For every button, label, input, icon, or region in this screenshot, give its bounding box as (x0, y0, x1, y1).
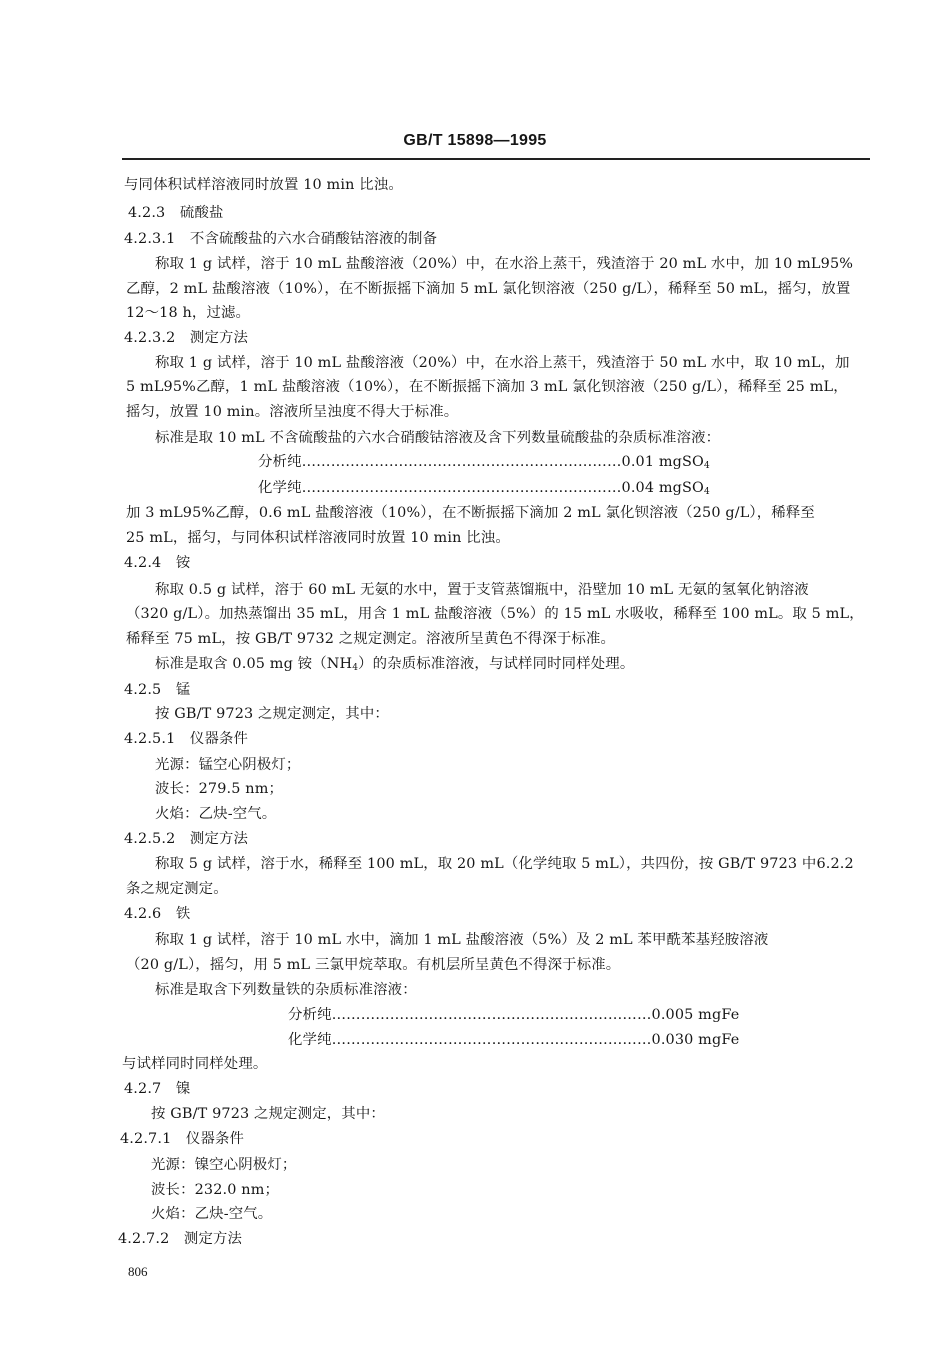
text-line: 标准是取含下列数量铁的杂质标准溶液： (155, 982, 417, 998)
section-heading: 4.2.3.2 测定方法 (124, 330, 249, 346)
text-line: 25 mL，摇匀，与同体积试样溶液同时放置 10 min 比浊。 (126, 530, 510, 546)
text-line: 标准是取 10 mL 不含硫酸盐的六水合硝酸钴溶液及含下列数量硫酸盐的杂质标准溶液： (155, 430, 721, 446)
standard-entry: 化学纯…………………………………………………………0.030 mgFe (288, 1032, 740, 1048)
text-line: 称取 1 g 试样，溶于 10 mL 盐酸溶液（20%）中，在水浴上蒸干，残渣溶于 50 mL 水中，取 10 mL，加 (155, 355, 850, 371)
page-header: GB/T 15898—1995 (403, 132, 547, 149)
text-line: 称取 1 g 试样，溶于 10 mL 水中，滴加 1 mL 盐酸溶液（5%）及 2 mL 苯甲酰苯基羟胺溶液 (155, 932, 769, 948)
text-line: 12～18 h，过滤。 (126, 305, 251, 321)
header-rule (122, 158, 870, 160)
text-line: 光源：镍空心阴极灯； (151, 1157, 297, 1173)
text-line: 按 GB/T 9723 之规定测定，其中： (151, 1106, 385, 1122)
text-line: 波长：279.5 nm； (155, 781, 284, 797)
page-number: 806 (128, 1264, 148, 1279)
section-heading: 4.2.5.1 仪器条件 (124, 731, 249, 747)
text-line: 称取 1 g 试样，溶于 10 mL 盐酸溶液（20%）中，在水浴上蒸干，残渣溶于 20 mL 水中，加 10 mL95% (155, 256, 854, 272)
text-line: 称取 5 g 试样，溶于水，稀释至 100 mL，取 20 mL（化学纯取 5 mL），共四份，按 GB/T 9723 中6.2.2 (155, 856, 854, 872)
section-heading: 4.2.7.2 测定方法 (118, 1231, 243, 1247)
text-line: 标准是取含 0.05 mg 铵$(NH_4)$的杂质标准溶液，与试样同时同样处理。 (155, 656, 635, 673)
section-heading: 4.2.7.1 仪器条件 (120, 1131, 245, 1147)
standard-entry: 分析纯…………………………………………………………0.01 mgSO$_4$ (258, 454, 710, 471)
text-line: 摇匀，放置 10 min。溶液所呈浊度不得大于标准。 (126, 404, 459, 420)
standard-entry: 分析纯…………………………………………………………0.005 mgFe (288, 1007, 740, 1023)
section-heading: 4.2.6 铁 (124, 906, 191, 922)
section-heading: 4.2.3.1 不含硫酸盐的六水合硝酸钴溶液的制备 (124, 231, 438, 247)
text-line: 称取 0.5 g 试样，溶于 60 mL 无氨的水中，置于支管蒸馏瓶中，沿壁加 10 mL 无氨的氢氧化钠溶液 (155, 582, 809, 598)
text-line: 火焰：乙炔-空气。 (151, 1206, 273, 1222)
text-line: 火焰：乙炔-空气。 (155, 806, 277, 822)
section-heading: 4.2.5.2 测定方法 (124, 831, 249, 847)
text-line: 按 GB/T 9723 之规定测定，其中： (155, 706, 389, 722)
text-line: 乙醇，2 mL 盐酸溶液（10%），在不断振摇下滴加 5 mL 氯化钡溶液（250 g/L），稀释至 50 mL，摇匀，放置 (126, 281, 851, 297)
text-line: 稀释至 75 mL，按 GB/T 9732 之规定测定。溶液所呈黄色不得深于标准。 (126, 631, 616, 647)
section-heading: 4.2.5 锰 (124, 682, 191, 698)
text-line: 5 mL95%乙醇，1 mL 盐酸溶液（10%），在不断振摇下滴加 3 mL 氯化钡溶液（250 g/L），稀释至 25 mL， (126, 379, 848, 395)
section-heading: 4.2.4 铵 (124, 555, 191, 571)
text-line: 加 3 mL95%乙醇，0.6 mL 盐酸溶液（10%），在不断振摇下滴加 2 mL 氯化钡溶液（250 g/L），稀释至 (126, 505, 815, 521)
text-line: 光源：锰空心阴极灯； (155, 757, 301, 773)
standard-entry: 化学纯…………………………………………………………0.04 mgSO$_4$ (258, 480, 710, 497)
text-line: 条之规定测定。 (126, 881, 228, 897)
text-line: （20 g/L），摇匀，用 5 mL 三氯甲烷萃取。有机层所呈黄色不得深于标准。 (126, 957, 621, 973)
text-line: 波长：232.0 nm； (151, 1182, 280, 1198)
text-line: 与试样同时同样处理。 (122, 1056, 268, 1072)
section-heading: 4.2.3 硫酸盐 (128, 205, 224, 221)
section-heading: 4.2.7 镍 (124, 1081, 191, 1097)
text-line: 与同体积试样溶液同时放置 10 min 比浊。 (124, 177, 403, 193)
text-line: （320 g/L）。加热蒸馏出 35 mL，用含 1 mL 盐酸溶液（5%）的 15 mL 水吸收，稀释至 100 mL。取 5 mL， (126, 606, 864, 622)
